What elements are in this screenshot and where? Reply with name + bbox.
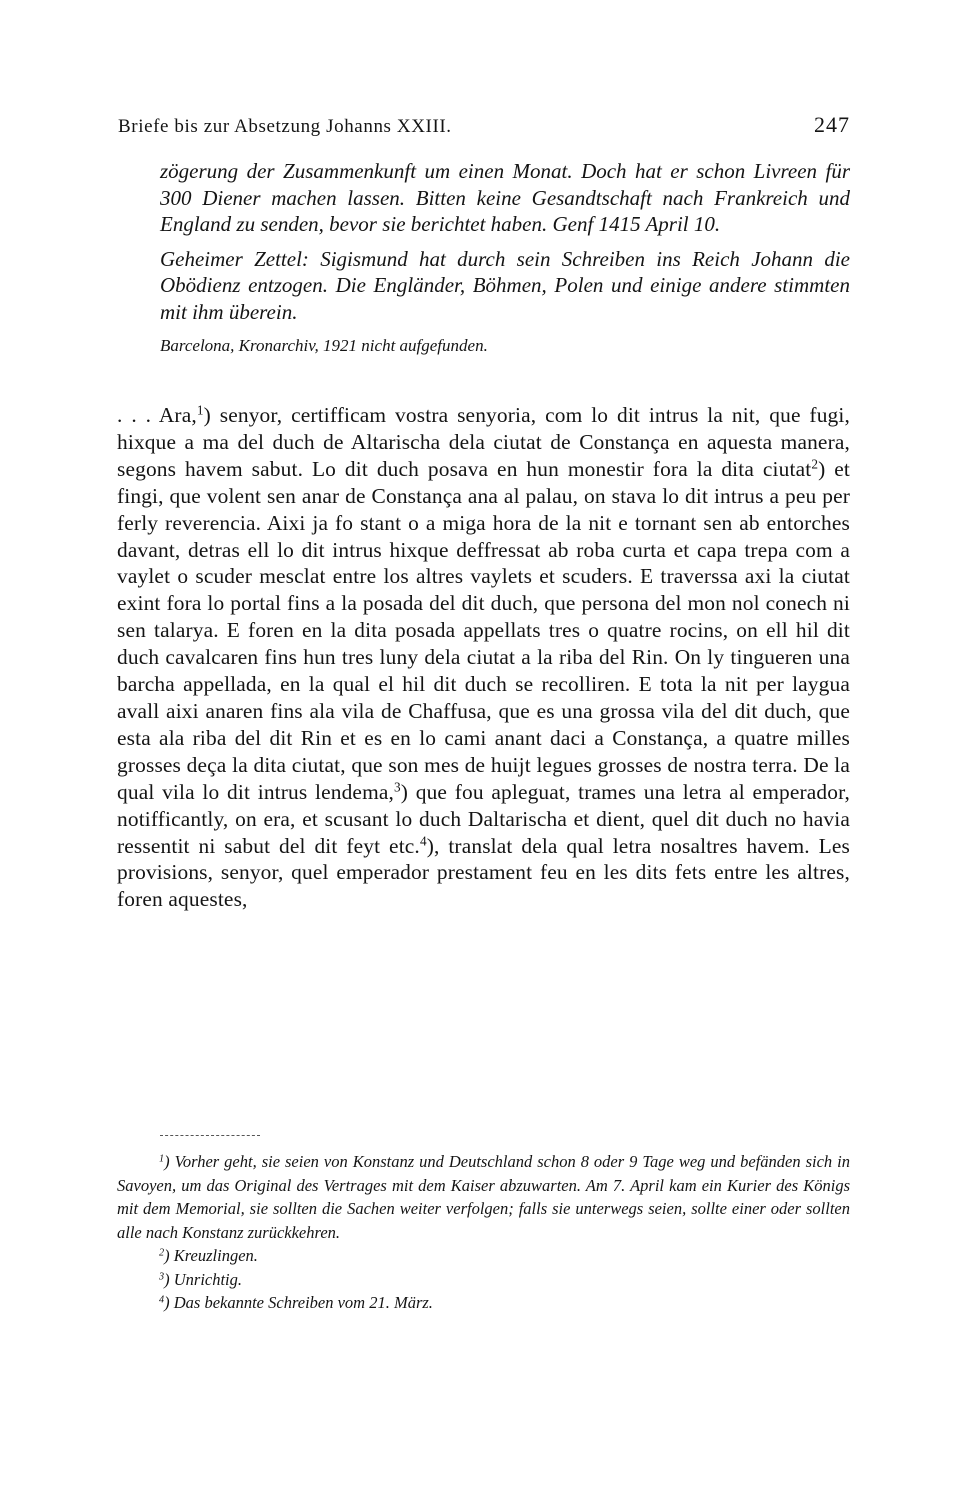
footnote-ref: 4 xyxy=(419,833,427,849)
text-segment: . . . Ara, xyxy=(117,403,197,427)
footnote-ref: 2 xyxy=(811,456,819,472)
running-title: Briefe bis zur Absetzung Johanns XXIII. xyxy=(118,116,452,137)
summary-paragraph: zögerung der Zusammenkunft um einen Monat. Doch hat er schon Livreen für 300 Diener machen lassen. Bitten keine Gesandtschaft nach Frankreich und England zu senden, bevor sie berichtet haben. Genf 1415 April 10. xyxy=(160,159,850,236)
footnote-mark: 2 xyxy=(159,1247,165,1259)
footnote-3 xyxy=(117,1268,850,1292)
text-segment: ), translat dela qual letra nosaltres havem. Les provisions, senyor, quel emperador prestament feu en les dits fets entre les altres, foren aquestes, xyxy=(117,833,850,912)
footnote-1 xyxy=(117,1150,850,1244)
text-segment: ) que fou apleguat, trames una letra al emperador, notifficantly, on era, et scusant lo duch Daltarischa et dient, quel dit duch no havia ressentit ni sabut del dit feyt etc. xyxy=(117,779,851,858)
letter-text xyxy=(117,402,850,913)
footnote-mark: 4 xyxy=(159,1294,165,1306)
footnote-mark: 1 xyxy=(159,1153,165,1165)
footnote-mark: 3 xyxy=(159,1270,165,1282)
summary-secret-note: Geheimer Zettel: Sigismund hat durch sein Schreiben ins Reich Johann die Obödienz entzogen. Die Engländer, Böhmen, Polen und einige andere stimmten mit ihm überein. xyxy=(160,246,850,324)
document-summary xyxy=(160,158,850,357)
text-segment: ) senyor, certifficam vostra senyoria, com lo dit intrus la nit, que fugi, hixque a ma del duch de Altarischa dela ciutat de Constança en aquesta manera, segons havem sabut. Lo dit duch posava en hun monestir fora la dita ciutat xyxy=(117,403,850,481)
footnotes xyxy=(117,1150,850,1315)
footnote-text: ) Unrichtig. xyxy=(164,1269,243,1289)
footnote-ref: 1 xyxy=(196,402,204,418)
footnote-4 xyxy=(117,1291,850,1315)
footnote-separator xyxy=(160,1135,260,1136)
footnote-ref: 3 xyxy=(394,779,401,795)
letter-paragraph xyxy=(117,402,850,913)
footnote-text: ) Kreuzlingen. xyxy=(164,1246,258,1265)
footnote-2 xyxy=(117,1244,850,1268)
running-head xyxy=(118,112,850,142)
footnote-text: ) Das bekannte Schreiben vom 21. März. xyxy=(164,1293,433,1312)
footnote-text: ) Vorher geht, sie seien von Konstanz und Deutschland schon 8 oder 9 Tage weg und befänden sich in Savoyen, um das Original des Vertrages mit dem Kaiser abzuwarten. Am 7. April kam ein Kurier des Königs mit dem Memorial, sie sollten die Sachen weiter verfolgen; falls sie unterwegs seien, sollte einer oder sollten alle nach Konstanz zurückkehren. xyxy=(117,1152,850,1242)
archive-source-note: Barcelona, Kronarchiv, 1921 nicht aufgefunden. xyxy=(160,336,488,355)
page-number: 247 xyxy=(814,112,850,137)
text-segment: ) et fingi, que volent sen anar de Constança ana al palau, on stava lo dit intrus a peu per ferly reverencia. Aixi ja fo stant o a miga hora de la nit e tornant sen ab entorches davant, detras ell lo dit intrus hixque deffressat ab roba curta et capa trepa com a vaylet o scuder mesclat entre los altres vaylets et scuders. E traverssa axi la ciutat exint fora lo portal fins a la posada del dit duch, que persona del mon nol conech ni sen talarya. E foren en la dita posada appellats tres o quatre rocins, on ell hil dit duch cavalcaren fins hun tres luny dela ciutat a la riba del Rin. On ly tingueren una barcha appellada, en la qual el hil dit duch se recolliren. E tota la nit per laygua avall aixi anaren fins ala vila de Chaffusa, que es una grossa vila del dit duch, que esta ala riba del dit Rin et es en lo cami anant daci a Constança, a quatre milles grosses deça la dita ciutat, que son mes de huijt legues grosses de nostra terra. De la qual vila lo dit intrus lendema, xyxy=(117,456,851,804)
